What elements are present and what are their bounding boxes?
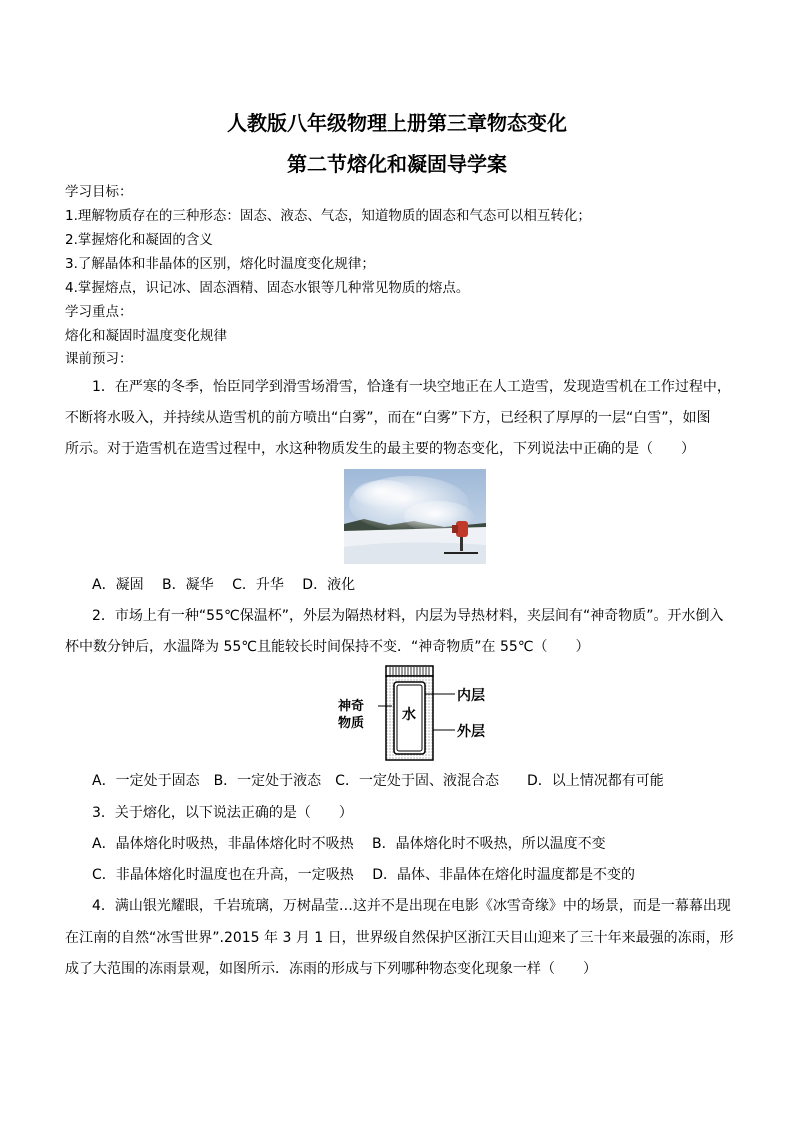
objective-item: 3.了解晶体和非晶体的区别，熔化时温度变化规律；	[65, 256, 375, 272]
q2-line: 杯中数分钟后，水温降为 55℃且能较长时间保持不变．“神奇物质”在 55℃（ ）	[65, 639, 590, 655]
snow-machine-photo	[344, 469, 486, 564]
q1-line: 1．在严寒的冬季，怡臣同学到滑雪场滑雪，恰逢有一块空地正在人工造雪，发现造雪机在工作过程中，	[92, 379, 731, 395]
document-subtitle: 第二节熔化和凝固导学案	[287, 152, 507, 176]
objective-item: 4.掌握熔点，识记冰、固态酒精、固态水银等几种常见物质的熔点。	[65, 280, 470, 296]
objective-item: 2.掌握熔化和凝固的含义	[65, 232, 213, 248]
q2-options: A．一定处于固态 B．一定处于液态 C．一定处于固、液混合态 D．以上情况都有可能	[92, 773, 664, 789]
objective-item: 1.理解物质存在的三种形态：固态、液态、气态，知道物质的固态和气态可以相互转化；	[65, 208, 591, 224]
preview-heading: 课前预习：	[65, 351, 133, 367]
q1-line: 不断将水吸入，并持续从造雪机的前方喷出“白雾”，而在“白雾”下方，已经积了厚厚的一层“白雪”，如图	[65, 410, 711, 426]
q3-options-1: A．晶体熔化时吸热，非晶体熔化时不吸热 B．晶体熔化时不吸热，所以温度不变	[92, 836, 606, 852]
key-points-text: 熔化和凝固时温度变化规律	[65, 328, 227, 344]
objectives-heading: 学习目标：	[65, 184, 133, 200]
label-inner-layer: 内层	[457, 688, 485, 704]
q3-line: 3．关于熔化，以下说法正确的是（ ）	[92, 805, 353, 821]
thermos-cup-diagram	[335, 664, 505, 764]
label-magic-substance: 神奇 物质	[338, 699, 365, 731]
q3-options-2: C．非晶体熔化时温度也在升高，一定吸热 D．晶体、非晶体在熔化时温度都是不变的	[92, 867, 636, 883]
q4-line: 4．满山银光耀眼，千岩琉璃，万树晶莹…这并不是出现在电影《冰雪奇缘》中的场景，而是一幕幕出现	[92, 898, 731, 914]
label-outer-layer: 外层	[457, 724, 485, 740]
q1-options: A．凝固 B．凝华 C．升华 D．液化	[92, 577, 356, 593]
q1-line: 所示。对于造雪机在造雪过程中，水这种物质发生的最主要的物态变化，下列说法中正确的是（ ）	[65, 441, 695, 457]
label-water: 水	[402, 707, 416, 723]
q4-line: 成了大范围的冻雨景观，如图所示．冻雨的形成与下列哪种物态变化现象一样（ ）	[65, 961, 597, 977]
q2-line: 2．市场上有一种“55℃保温杯”，外层为隔热材料，内层为导热材料，夹层间有“神奇物质”。开水倒入	[92, 608, 724, 624]
document-title: 人教版八年级物理上册第三章物态变化	[227, 111, 567, 135]
q4-line: 在江南的自然“冰雪世界”.2015 年 3 月 1 日，世界级自然保护区浙江天目山迎来了三十年来最强的冻雨，形	[65, 930, 734, 946]
key-points-heading: 学习重点：	[65, 304, 133, 320]
